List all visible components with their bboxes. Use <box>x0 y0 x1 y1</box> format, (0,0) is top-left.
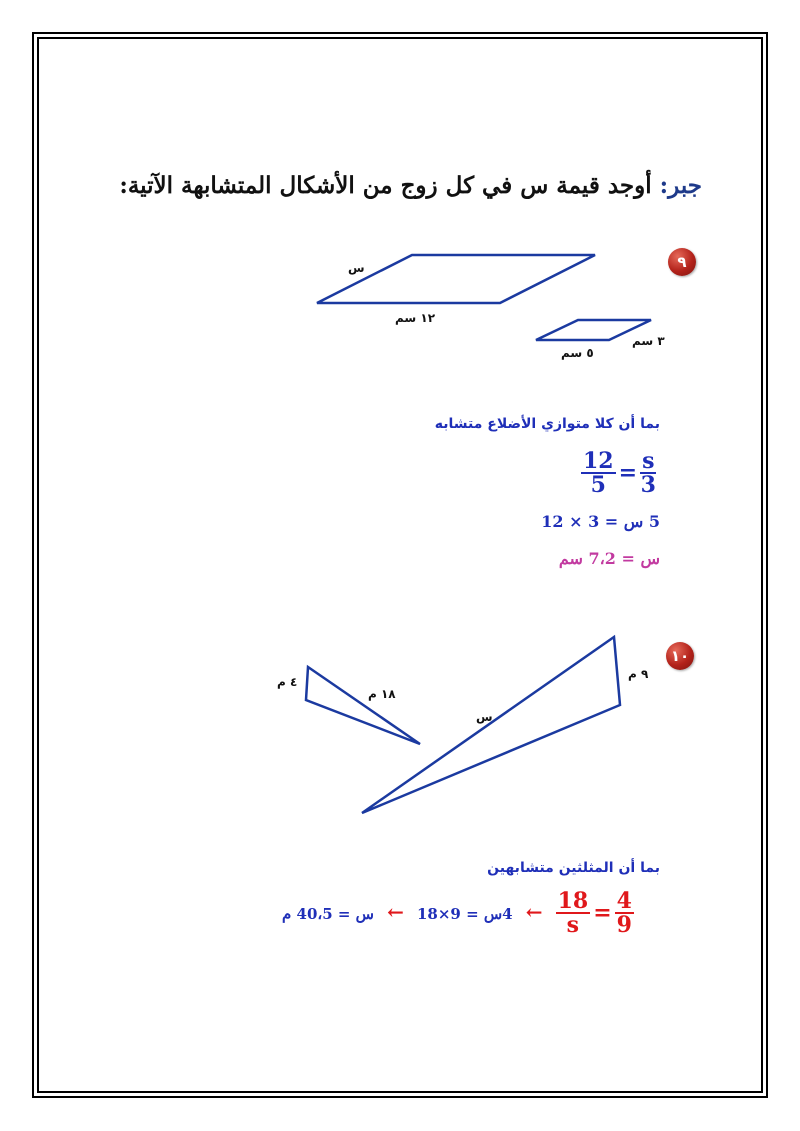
p10-solution-chain <box>282 890 634 936</box>
p9-label-small-side: ٣ سم <box>632 334 665 348</box>
p9-proportion <box>581 450 656 496</box>
p9-frac-right-num: s <box>642 448 655 474</box>
p10-arrow-2: ← <box>387 900 404 924</box>
p10-frac-a <box>615 890 634 936</box>
p10-frac-a-den: 9 <box>616 912 632 938</box>
small-triangle <box>306 667 420 744</box>
p9-solution-line1: بما أن كلا متوازي الأضلاع متشابه <box>434 416 660 432</box>
p10-step2: 4س = 9×18 <box>416 905 513 923</box>
p10-frac-a-num: 4 <box>616 888 632 914</box>
p10-label-small-short: ٤ م <box>277 675 298 689</box>
p9-solution-line3: 5 س = 3 × 12 <box>541 512 660 531</box>
title-text: أوجد قيمة س في كل زوج من الأشكال المتشابهة الآتية: <box>119 172 660 199</box>
p10-label-big-short: ٩ م <box>628 667 649 681</box>
p9-equals: = <box>618 460 638 486</box>
problem-10-badge: ١٠ <box>666 642 694 670</box>
p9-frac-left-num: 12 <box>583 448 614 474</box>
title-keyword: جبر: <box>659 172 702 199</box>
p10-answer: س = 40،5 م <box>282 905 374 923</box>
p9-frac-right-den: 3 <box>640 472 656 498</box>
p10-equals: = <box>593 900 612 926</box>
large-triangle <box>362 637 620 813</box>
p9-solution-answer: س = 7،2 سم <box>558 549 660 568</box>
p10-solution-line1: بما أن المثلثين متشابهين <box>487 860 660 876</box>
p9-frac-right <box>640 450 656 496</box>
p10-frac-b <box>556 890 591 936</box>
p10-label-small-long: ١٨ م <box>368 687 396 701</box>
p10-frac-b-den: s <box>566 912 580 938</box>
p9-label-big-side: س <box>348 261 365 275</box>
problem-9-badge: ٩ <box>668 248 696 276</box>
p9-frac-left-den: 5 <box>590 472 606 498</box>
p10-arrow-1: ← <box>525 900 543 924</box>
p9-label-big-base: ١٢ سم <box>395 311 436 325</box>
p9-frac-left <box>581 450 616 496</box>
p10-proportion <box>556 888 634 938</box>
p10-label-big-long: س <box>476 710 493 724</box>
p10-frac-b-num: 18 <box>557 888 589 914</box>
p9-label-small-base: ٥ سم <box>561 346 594 360</box>
